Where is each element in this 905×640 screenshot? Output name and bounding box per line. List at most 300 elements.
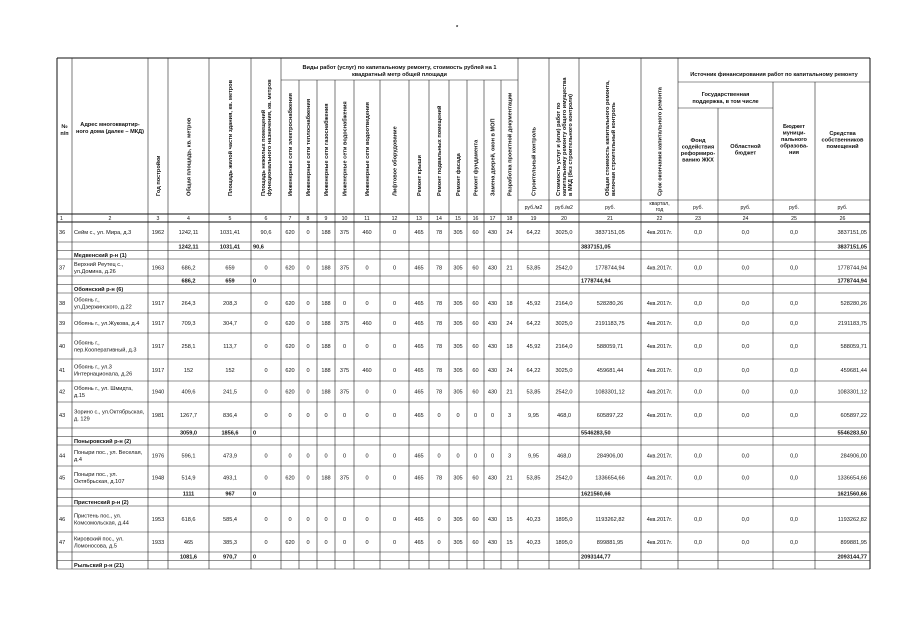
row-year: 1976 <box>151 453 165 460</box>
row-living-area: 659 <box>225 265 235 272</box>
row-full-cost: 605897,22 <box>596 413 624 419</box>
row-work-value: 0 <box>437 413 441 419</box>
row-year: 1917 <box>151 368 165 374</box>
header-cost-no-control: капитальному ремонту общего имущества <box>562 77 568 196</box>
row-municipal: 0,0 <box>790 389 798 396</box>
row-work-value: 0 <box>365 540 369 546</box>
row-work-value: 0 <box>306 301 310 307</box>
row-cost: 2542,0 <box>555 265 573 272</box>
row-year: 1917 <box>151 301 165 307</box>
column-number: 17 <box>489 216 496 222</box>
row-year: 1940 <box>151 389 165 396</box>
row-nonres-area: 0 <box>264 344 268 350</box>
row-owner-funds: 459681,44 <box>840 368 867 374</box>
header-year: Год постройки <box>156 155 162 196</box>
subtotal-owner-funds: 3837151,05 <box>837 244 867 251</box>
row-work-value: 465 <box>414 301 424 307</box>
row-work-value: 465 <box>414 368 424 374</box>
row-year: 1917 <box>151 344 165 350</box>
row-total-area: 465 <box>183 540 194 546</box>
header-total-cost: Общая стоимость капитального ремонта, <box>604 80 611 196</box>
row-deadline: 4кв.2017г. <box>646 301 673 307</box>
subtotal-living-area: 1031,41 <box>219 244 241 251</box>
row-control: 45,92 <box>526 344 541 350</box>
row-work-value: 0 <box>365 453 369 460</box>
header-fund: содействия <box>681 144 715 151</box>
row-deadline: 4кв.2017г. <box>646 453 673 460</box>
row-work-value: 0 <box>392 301 397 307</box>
row-owner-funds: 588059,71 <box>840 344 867 350</box>
row-work-value: 78 <box>435 475 443 482</box>
unit-label: руб./м2 <box>555 205 573 211</box>
subtotal-total-area: 1081,6 <box>179 554 198 561</box>
row-full-cost: 459681,44 <box>596 368 624 374</box>
column-number: 15 <box>455 216 461 222</box>
row-work-value: 60 <box>472 344 479 350</box>
row-cost: 468,0 <box>557 413 571 419</box>
row-work-value: 21 <box>506 265 513 272</box>
row-cost: 3025,0 <box>555 321 573 327</box>
row-work-value: 0 <box>342 517 347 523</box>
row-work-value: 0 <box>324 540 328 546</box>
column-number: 2 <box>108 216 112 222</box>
row-address: ул.Дзержинского, д.22 <box>74 304 132 311</box>
row-work-value: 620 <box>285 230 295 236</box>
row-work-value: 0 <box>306 540 310 546</box>
row-work-value: 430 <box>487 344 498 350</box>
header-total-area: Общая площадь, кв. метров <box>186 117 193 196</box>
row-fund: 0,0 <box>694 413 702 419</box>
row-deadline: 4кв.2017г. <box>646 265 673 272</box>
subtotal-nonres-area: 0 <box>253 491 257 498</box>
row-work-value: 0 <box>306 265 310 272</box>
row-work-value: 0 <box>306 413 310 419</box>
row-address: Обоянь г., <box>74 297 100 304</box>
row-work-value: 620 <box>285 475 295 482</box>
row-work-value: 430 <box>487 389 498 396</box>
row-control: 53,85 <box>526 265 541 272</box>
header-municipal-budget: ния <box>788 150 800 156</box>
row-work-value: 460 <box>362 321 372 327</box>
row-control: 64,22 <box>526 230 541 236</box>
row-work-value: 0 <box>456 413 460 419</box>
page-mark: * <box>456 25 459 31</box>
row-work-value: 188 <box>321 389 331 396</box>
row-oblast: 0,0 <box>741 475 750 482</box>
header-work-5: Инженерные сети водоотведения <box>365 102 371 196</box>
row-cost: 1895,0 <box>555 540 573 546</box>
row-work-value: 0 <box>306 517 310 523</box>
row-number: 40 <box>59 344 66 350</box>
row-work-value: 0 <box>392 344 397 350</box>
row-work-value: 620 <box>285 321 295 327</box>
header-oblast-budget: Областной <box>730 144 761 150</box>
header-cost-no-control: в МКД (без строительного контроля) <box>568 94 575 196</box>
row-work-value: 620 <box>285 265 295 272</box>
row-work-value: 0 <box>306 230 310 236</box>
row-cost: 2164,0 <box>555 301 573 307</box>
row-control: 9,95 <box>528 413 539 419</box>
row-work-value: 0 <box>365 344 369 350</box>
row-work-value: 305 <box>453 344 463 350</box>
row-total-area: 1267,7 <box>179 413 198 419</box>
row-work-value: 60 <box>472 368 479 374</box>
header-address: ного дома (далее – МКД) <box>75 129 145 135</box>
row-work-value: 0 <box>437 517 441 523</box>
row-work-value: 465 <box>414 517 424 523</box>
row-municipal: 0,0 <box>790 413 798 419</box>
row-work-value: 78 <box>435 389 443 396</box>
row-deadline: 4кв.2017г. <box>646 475 673 482</box>
row-total-area: 709,3 <box>181 321 196 327</box>
row-number: 38 <box>59 301 66 307</box>
row-work-value: 305 <box>453 301 463 307</box>
row-year: 1962 <box>151 230 165 236</box>
row-work-value: 0 <box>288 413 292 419</box>
subtotal-nonres-area: 0 <box>253 430 257 437</box>
column-number: 7 <box>288 216 292 222</box>
row-cost: 468,0 <box>557 453 571 460</box>
subtotal-full-cost: 3837151,05 <box>581 244 611 251</box>
unit-label: руб./м2 <box>524 205 543 211</box>
row-address: ул.Домина, д.26 <box>74 269 116 275</box>
row-work-value: 465 <box>414 265 424 272</box>
row-oblast: 0,0 <box>741 368 750 374</box>
header-address: Адрес многоквартир- <box>80 122 140 128</box>
row-work-value: 430 <box>487 368 498 374</box>
row-work-value: 620 <box>285 344 295 350</box>
row-work-value: 0 <box>324 413 328 419</box>
row-full-cost: 1083301,12 <box>595 389 625 396</box>
subtotal-nonres-area: 0 <box>253 278 257 285</box>
header-num: № <box>61 124 68 130</box>
row-nonres-area: 0 <box>264 389 268 396</box>
row-work-value: 0 <box>365 301 369 307</box>
row-living-area: 152 <box>225 368 235 374</box>
row-nonres-area: 0 <box>264 368 268 374</box>
subtotal-living-area: 1856,6 <box>221 430 239 437</box>
row-work-value: 78 <box>435 230 443 236</box>
row-work-value: 465 <box>414 321 424 327</box>
row-work-value: 0 <box>342 413 347 419</box>
row-nonres-area: 0 <box>264 453 268 460</box>
unit-label: руб. <box>693 205 703 211</box>
row-fund: 0,0 <box>694 517 702 523</box>
row-work-value: 0 <box>365 389 369 396</box>
row-work-value: 0 <box>456 453 460 460</box>
row-municipal: 0,0 <box>790 517 798 523</box>
subtotal-owner-funds: 1621560,66 <box>837 491 867 498</box>
row-work-value: 21 <box>506 389 513 396</box>
row-full-cost: 2191183,75 <box>595 321 625 327</box>
row-year: 1963 <box>151 265 165 272</box>
row-deadline: 4кв.2017г. <box>646 344 673 350</box>
row-work-value: 0 <box>342 301 347 307</box>
row-address: Кировский пос., ул. <box>74 536 124 543</box>
row-year: 1953 <box>151 517 165 523</box>
row-work-value: 0 <box>306 321 310 327</box>
header-fund: реформиро- <box>680 151 716 157</box>
header-work-8: Ремонт подвальных помещений <box>437 105 443 196</box>
row-control: 45,92 <box>526 301 541 307</box>
subtotal-total-area: 686,2 <box>181 278 196 285</box>
row-fund: 0,0 <box>694 453 702 460</box>
row-address: Поныри пос., ул. <box>74 472 118 478</box>
row-work-value: 0 <box>392 540 397 546</box>
header-work-11: Замена дверей, окон в МОП <box>490 118 497 196</box>
row-work-value: 60 <box>472 321 479 327</box>
header-construction-control: Строительный контроль <box>531 127 538 196</box>
header-work-2: Инженерные сети теплоснабжения <box>306 98 312 196</box>
row-deadline: 4кв.2017г. <box>646 368 673 374</box>
header-owner-funds: собственников <box>821 137 864 144</box>
row-control: 9,95 <box>528 453 539 460</box>
row-work-value: 60 <box>472 265 479 272</box>
unit-label: квартал, <box>649 201 670 207</box>
row-work-value: 305 <box>453 389 463 396</box>
section-label: Пристенский р-н (2) <box>74 499 129 506</box>
row-work-value: 78 <box>435 344 443 350</box>
row-fund: 0,0 <box>694 475 702 482</box>
row-work-value: 0 <box>306 475 310 482</box>
row-work-value: 305 <box>453 368 463 374</box>
row-deadline: 4кв.2017г. <box>646 413 673 419</box>
row-living-area: 304,7 <box>223 321 237 327</box>
row-work-value: 305 <box>453 230 463 236</box>
header-work-7: Ремонт крыши <box>417 155 423 196</box>
row-work-value: 0 <box>365 517 369 523</box>
row-control: 40,23 <box>526 517 541 523</box>
row-oblast: 0,0 <box>741 265 750 272</box>
row-control: 53,85 <box>526 389 541 396</box>
row-work-value: 465 <box>414 475 424 482</box>
row-municipal: 0,0 <box>790 475 798 482</box>
header-oblast-budget: бюджет <box>734 150 757 157</box>
column-number: 22 <box>656 216 663 222</box>
row-work-value: 188 <box>321 475 331 482</box>
row-nonres-area: 0 <box>264 540 268 546</box>
row-work-value: 15 <box>506 540 513 546</box>
row-full-cost: 3837151,05 <box>595 230 625 236</box>
row-municipal: 0,0 <box>790 301 798 307</box>
row-address: Зорино с., ул.Октябрьская, <box>74 409 145 416</box>
subtotal-owner-funds: 5546283,50 <box>837 430 867 437</box>
row-nonres-area: 0 <box>264 475 268 482</box>
row-oblast: 0,0 <box>741 540 750 546</box>
row-owner-funds: 1778744,94 <box>837 265 867 272</box>
row-work-value: 305 <box>453 265 463 272</box>
row-owner-funds: 528280,26 <box>840 301 867 307</box>
row-work-value: 305 <box>453 517 463 523</box>
row-work-value: 188 <box>321 344 331 350</box>
row-work-value: 0 <box>365 413 369 419</box>
row-address: пер.Кооперативный, д.3 <box>74 347 137 354</box>
section-label: Поныровский р-н (2) <box>74 438 132 445</box>
unit-label: руб. <box>789 205 799 211</box>
column-number: 6 <box>264 216 268 222</box>
row-number: 37 <box>59 265 66 272</box>
row-address: Октябрьская, д.107 <box>74 479 125 485</box>
row-year: 1981 <box>151 413 165 419</box>
row-cost: 3025,0 <box>555 368 573 374</box>
row-work-value: 0 <box>490 413 495 419</box>
row-living-area: 385,3 <box>223 540 237 546</box>
row-full-cost: 284906,00 <box>596 453 624 460</box>
row-owner-funds: 1193262,82 <box>837 517 867 523</box>
row-address: д.4 <box>74 457 82 463</box>
subtotal-full-cost: 5546283,50 <box>581 430 611 437</box>
header-gov-support: поддержка, в том числе <box>692 99 759 105</box>
row-address: д.15 <box>74 393 86 399</box>
row-owner-funds: 2191183,75 <box>837 321 867 327</box>
row-work-value: 0 <box>306 453 310 460</box>
row-work-value: 0 <box>473 413 478 419</box>
subtotal-living-area: 970,7 <box>223 554 237 561</box>
header-fund: Фонд <box>690 138 706 144</box>
row-owner-funds: 1083301,12 <box>837 389 867 396</box>
row-owner-funds: 1336654,66 <box>837 475 867 482</box>
column-number: 3 <box>156 216 160 222</box>
row-work-value: 18 <box>506 344 513 350</box>
row-work-value: 0 <box>324 453 328 460</box>
row-fund: 0,0 <box>694 321 702 327</box>
row-municipal: 0,0 <box>790 540 798 546</box>
row-work-value: 0 <box>437 453 441 460</box>
row-nonres-area: 0 <box>264 321 268 327</box>
subtotal-nonres-area: 0 <box>253 554 257 561</box>
header-owner-funds: Средства <box>829 131 856 137</box>
row-work-value: 0 <box>392 453 397 460</box>
row-cost: 1895,0 <box>555 517 573 523</box>
row-work-value: 305 <box>453 540 463 546</box>
row-living-area: 113,7 <box>223 344 237 350</box>
column-number: 24 <box>742 216 749 222</box>
row-number: 39 <box>59 321 66 327</box>
row-work-value: 465 <box>414 389 424 396</box>
row-work-value: 60 <box>472 540 479 546</box>
row-work-value: 60 <box>472 389 479 396</box>
row-work-value: 0 <box>392 230 397 236</box>
header-cost-no-control: Стоимость услуг и (или) работ по <box>555 102 562 196</box>
column-number: 14 <box>436 216 442 222</box>
row-work-value: 0 <box>365 265 369 272</box>
header-gov-support: Государственная <box>701 92 750 98</box>
row-total-area: 1242,11 <box>178 230 199 236</box>
row-municipal: 0,0 <box>790 321 798 327</box>
column-number: 12 <box>391 216 398 222</box>
header-works-group: квадратный метр общей площади <box>352 72 447 78</box>
subtotal-living-area: 967 <box>225 491 235 498</box>
row-control: 64,22 <box>526 321 541 327</box>
column-number: 4 <box>187 216 190 222</box>
row-municipal: 0,0 <box>790 344 798 350</box>
subtotal-full-cost: 2093144,77 <box>581 554 611 561</box>
header-nonres-area: функционального назначения, кв. метров <box>267 79 274 196</box>
row-address: Ломоносова, д.5 <box>74 543 117 550</box>
header-work-3: Инженерные сети газоснабжения <box>324 103 330 196</box>
header-source-group: Источник финансирования работ по капитальному ремонту <box>690 72 858 78</box>
row-owner-funds: 899881,95 <box>840 540 867 546</box>
row-living-area: 585,4 <box>223 517 237 523</box>
row-living-area: 241,5 <box>223 389 237 396</box>
row-owner-funds: 3837151,05 <box>837 230 867 236</box>
row-number: 45 <box>59 475 66 482</box>
unit-label: руб. <box>837 205 848 211</box>
row-work-value: 430 <box>487 301 498 307</box>
row-work-value: 60 <box>472 230 479 236</box>
row-work-value: 465 <box>414 230 424 236</box>
row-work-value: 430 <box>487 540 498 546</box>
row-work-value: 0 <box>324 517 328 523</box>
row-full-cost: 899881,95 <box>596 540 624 546</box>
row-oblast: 0,0 <box>741 413 750 419</box>
row-work-value: 0 <box>392 389 397 396</box>
row-cost: 3025,0 <box>555 230 573 236</box>
row-nonres-area: 90,6 <box>260 230 272 236</box>
column-number: 20 <box>561 216 567 222</box>
section-label: Рыльский р-н (21) <box>74 562 125 569</box>
row-oblast: 0,0 <box>741 344 750 350</box>
row-full-cost: 588059,71 <box>596 344 624 350</box>
row-address: Обоянь г., <box>74 340 100 347</box>
subtotal-full-cost: 1778744,94 <box>581 278 611 285</box>
section-label: Медвенский р-н (1) <box>74 252 127 259</box>
row-work-value: 430 <box>487 475 498 482</box>
row-address: д. 129 <box>74 416 90 423</box>
row-total-area: 258,1 <box>181 344 196 350</box>
row-number: 47 <box>59 540 66 546</box>
row-oblast: 0,0 <box>741 230 750 236</box>
row-work-value: 3 <box>507 413 512 419</box>
row-address: Сейм с., ул. Мира, д.3 <box>74 230 132 236</box>
header-work-9: Ремонт фасада <box>456 153 462 196</box>
subtotal-living-area: 659 <box>225 278 235 285</box>
row-work-value: 465 <box>414 453 424 460</box>
header-living-area: Площадь жилой части здания, кв. метров <box>228 79 234 196</box>
row-number: 42 <box>59 389 66 396</box>
row-living-area: 208,3 <box>223 301 237 307</box>
row-fund: 0,0 <box>694 301 702 307</box>
row-number: 41 <box>59 368 66 374</box>
unit-label: руб. <box>740 205 751 211</box>
row-work-value: 430 <box>487 321 498 327</box>
row-living-area: 493,1 <box>223 475 237 482</box>
row-address: Верхний Реутец с., <box>74 262 124 268</box>
row-total-area: 264,3 <box>181 301 196 307</box>
unit-label: год <box>655 207 664 213</box>
row-work-value: 620 <box>285 368 295 374</box>
subtotal-total-area: 1111 <box>182 491 195 498</box>
row-address: Пристень пос., ул. <box>74 513 122 520</box>
row-deadline: 4кв.2017г. <box>646 321 673 327</box>
row-address: Поныри пос., ул. Веселая, <box>74 450 143 456</box>
row-year: 1948 <box>151 475 165 482</box>
row-oblast: 0,0 <box>741 389 750 396</box>
row-work-value: 375 <box>339 265 350 272</box>
row-fund: 0,0 <box>694 344 702 350</box>
row-work-value: 18 <box>506 301 513 307</box>
header-municipal-budget: Бюджет <box>783 124 805 130</box>
row-work-value: 375 <box>339 230 350 236</box>
header-municipal-budget: муници- <box>782 130 806 137</box>
row-work-value: 0 <box>392 517 397 523</box>
row-work-value: 60 <box>472 301 479 307</box>
row-address: Обоянь г., ул. Шмидта, <box>74 386 133 392</box>
row-fund: 0,0 <box>694 265 702 272</box>
row-cost: 2542,0 <box>555 389 573 396</box>
row-municipal: 0,0 <box>790 265 798 272</box>
row-work-value: 0 <box>490 453 495 460</box>
